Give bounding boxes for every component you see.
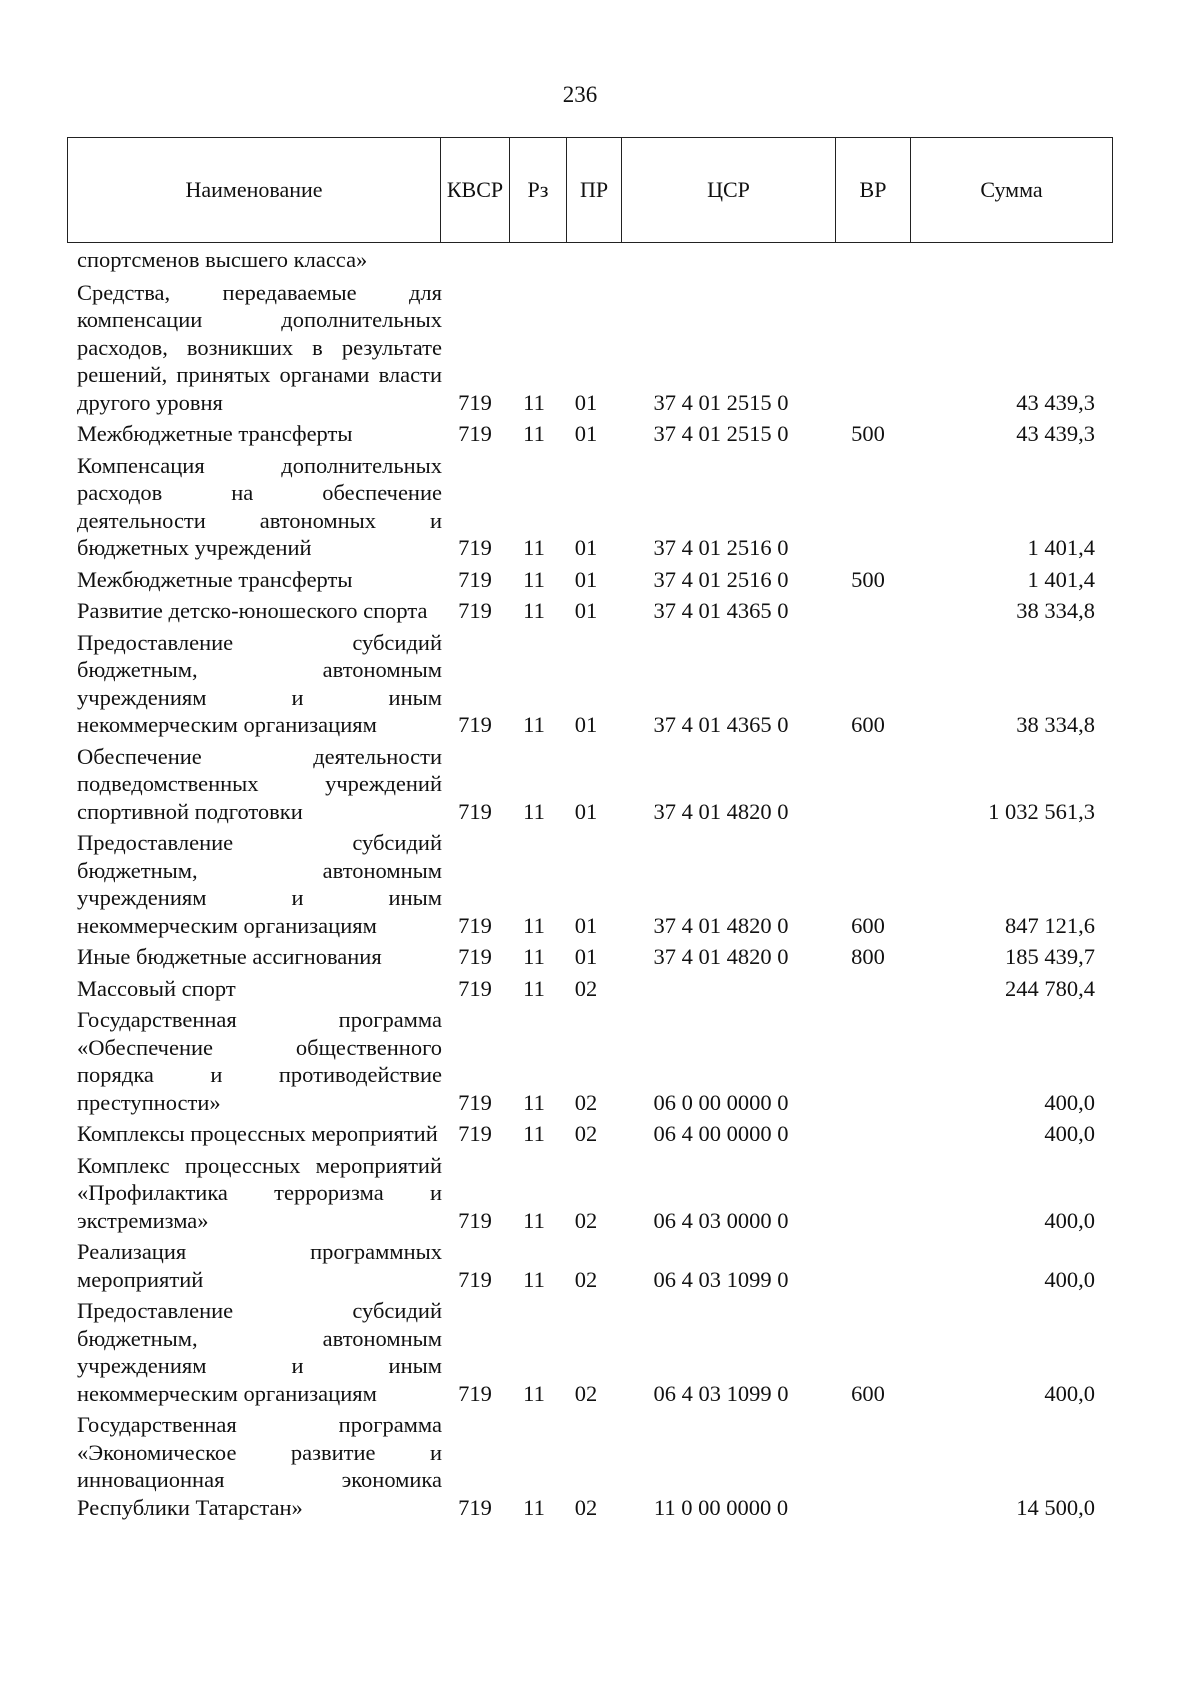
row-vr: 600 xyxy=(851,1380,885,1406)
table-row xyxy=(0,1238,1200,1293)
row-csr: 06 4 00 0000 0 xyxy=(653,1121,789,1146)
table-row xyxy=(0,246,1200,274)
row-rz: 11 xyxy=(523,535,545,560)
header-sum: Сумма xyxy=(910,138,1112,242)
row-sum: 38 334,8 xyxy=(1016,712,1095,737)
row-name: Предоставление субсидий бюджетным, автономным учреждениям и иным некоммерческим организациям xyxy=(77,1298,442,1406)
header-name: Наименование xyxy=(185,177,323,202)
row-pr: 02 xyxy=(574,1207,598,1233)
header-csr: ЦСР xyxy=(621,138,835,242)
row-sum: 244 780,4 xyxy=(1005,975,1095,1001)
row-kvsr: 719 xyxy=(458,421,492,446)
row-sum: 400,0 xyxy=(1044,1380,1095,1406)
table-row xyxy=(0,452,1200,562)
row-pr: 01 xyxy=(574,798,598,824)
row-pr: 02 xyxy=(574,1089,598,1115)
row-sum: 43 439,3 xyxy=(1016,389,1095,415)
row-csr: 06 0 00 0000 0 xyxy=(653,1089,789,1115)
row-name: Развитие детско-юношеского спорта xyxy=(77,598,428,623)
row-vr: 500 xyxy=(851,566,885,592)
row-pr: 02 xyxy=(574,1121,598,1146)
row-csr: 06 4 03 0000 0 xyxy=(653,1207,789,1233)
row-rz: 11 xyxy=(523,1380,545,1406)
row-pr: 02 xyxy=(574,1380,598,1406)
row-pr: 01 xyxy=(574,421,598,446)
row-kvsr: 719 xyxy=(458,975,492,1001)
row-kvsr: 719 xyxy=(458,712,492,737)
page-number: 236 xyxy=(562,82,598,107)
table-row xyxy=(0,943,1200,971)
header-vr: ВР xyxy=(835,138,910,242)
row-pr: 02 xyxy=(574,1266,598,1292)
table-body xyxy=(0,246,1200,1525)
row-csr: 06 4 03 1099 0 xyxy=(653,1266,789,1292)
row-sum: 400,0 xyxy=(1044,1121,1095,1146)
row-csr: 37 4 01 4365 0 xyxy=(653,598,789,623)
row-csr: 37 4 01 4820 0 xyxy=(653,912,789,938)
row-csr: 37 4 01 4365 0 xyxy=(653,712,789,737)
table-row xyxy=(0,566,1200,594)
row-kvsr: 719 xyxy=(458,912,492,938)
row-kvsr: 719 xyxy=(458,798,492,824)
row-pr: 02 xyxy=(574,975,598,1001)
row-kvsr: 719 xyxy=(458,944,492,969)
row-sum: 185 439,7 xyxy=(1005,944,1095,969)
header-kvsr: КВСР xyxy=(440,138,509,242)
row-pr: 01 xyxy=(574,712,598,737)
table-row xyxy=(0,279,1200,417)
row-rz: 11 xyxy=(523,944,545,969)
row-kvsr: 719 xyxy=(458,1380,492,1406)
row-pr: 01 xyxy=(574,389,598,415)
row-rz: 11 xyxy=(523,1494,545,1520)
table-row xyxy=(0,629,1200,739)
row-sum: 400,0 xyxy=(1044,1207,1095,1233)
row-name: Массовый спорт xyxy=(77,975,236,1001)
row-name: Государственная программа «Обеспечение общественного порядка и противодействие преступности» xyxy=(77,1007,442,1115)
table-row xyxy=(0,1120,1200,1148)
table-row xyxy=(0,829,1200,939)
row-rz: 11 xyxy=(523,421,545,446)
row-sum: 1 401,4 xyxy=(1027,535,1095,560)
row-name: Межбюджетные трансферты xyxy=(77,421,353,446)
row-kvsr: 719 xyxy=(458,1207,492,1233)
row-kvsr: 719 xyxy=(458,1089,492,1115)
row-kvsr: 719 xyxy=(458,1266,492,1292)
row-rz: 11 xyxy=(523,975,545,1001)
row-sum: 400,0 xyxy=(1044,1266,1095,1292)
row-rz: 11 xyxy=(523,1121,545,1146)
row-pr: 01 xyxy=(574,912,598,938)
row-sum: 847 121,6 xyxy=(1005,912,1095,938)
row-rz: 11 xyxy=(523,1207,545,1233)
row-name: Средства, передаваемые для компенсации дополнительных расходов, возникших в результате решений, принятых органами власти другого уровня xyxy=(77,279,442,415)
row-pr: 02 xyxy=(574,1494,598,1520)
row-rz: 11 xyxy=(523,798,545,824)
row-rz: 11 xyxy=(523,566,545,592)
table-row xyxy=(0,1297,1200,1407)
row-kvsr: 719 xyxy=(458,389,492,415)
row-csr: 37 4 01 2516 0 xyxy=(653,566,789,592)
row-vr: 800 xyxy=(851,944,885,969)
header-rz: Рз xyxy=(509,138,566,242)
row-name: Обеспечение деятельности подведомственных учреждений спортивной подготовки xyxy=(77,743,442,824)
row-rz: 11 xyxy=(523,712,545,737)
table-row xyxy=(0,420,1200,448)
header-pr: ПР xyxy=(566,138,621,242)
row-pr: 01 xyxy=(574,598,598,623)
row-sum: 14 500,0 xyxy=(1016,1494,1095,1520)
table-row xyxy=(0,1152,1200,1235)
row-csr: 06 4 03 1099 0 xyxy=(653,1380,789,1406)
row-csr: 37 4 01 4820 0 xyxy=(653,944,789,969)
row-csr: 37 4 01 4820 0 xyxy=(653,798,789,824)
row-rz: 11 xyxy=(523,598,545,623)
row-rz: 11 xyxy=(523,389,545,415)
row-pr: 01 xyxy=(574,944,598,969)
row-name: Государственная программа «Экономическое развитие и инновационная экономика Республики Татарстан» xyxy=(77,1412,442,1520)
row-name: Комплексы процессных мероприятий xyxy=(77,1121,438,1146)
row-name: Предоставление субсидий бюджетным, автономным учреждениям и иным некоммерческим организациям xyxy=(77,629,442,737)
row-name: Компенсация дополнительных расходов на обеспечение деятельности автономных и бюджетных учреждений xyxy=(77,452,442,560)
row-csr: 11 0 00 0000 0 xyxy=(653,1494,789,1520)
row-kvsr: 719 xyxy=(458,1494,492,1520)
row-rz: 11 xyxy=(523,1266,545,1292)
table-row xyxy=(0,1411,1200,1521)
row-vr: 600 xyxy=(851,712,885,737)
table-row xyxy=(0,743,1200,826)
row-kvsr: 719 xyxy=(458,598,492,623)
row-sum: 1 401,4 xyxy=(1027,566,1095,592)
row-vr: 500 xyxy=(851,421,885,446)
row-name: спортсменов высшего класса» xyxy=(77,247,368,272)
row-name: Предоставление субсидий бюджетным, автономным учреждениям и иным некоммерческим организациям xyxy=(77,830,442,938)
table-row xyxy=(0,975,1200,1003)
row-kvsr: 719 xyxy=(458,566,492,592)
row-vr: 600 xyxy=(851,912,885,938)
row-name: Иные бюджетные ассигнования xyxy=(77,944,382,969)
table-header xyxy=(67,137,1113,243)
row-name: Комплекс процессных мероприятий «Профилактика терроризма и экстремизма» xyxy=(77,1152,442,1233)
row-rz: 11 xyxy=(523,912,545,938)
row-sum: 43 439,3 xyxy=(1016,421,1095,446)
row-sum: 1 032 561,3 xyxy=(988,798,1095,824)
table-row xyxy=(0,1006,1200,1116)
row-csr: 37 4 01 2515 0 xyxy=(653,389,789,415)
row-name: Межбюджетные трансферты xyxy=(77,566,353,592)
table-row xyxy=(0,597,1200,625)
row-name: Реализация программных мероприятий xyxy=(77,1239,442,1292)
row-sum: 38 334,8 xyxy=(1016,598,1095,623)
row-pr: 01 xyxy=(574,535,598,560)
row-rz: 11 xyxy=(523,1089,545,1115)
row-pr: 01 xyxy=(574,566,598,592)
row-csr: 37 4 01 2515 0 xyxy=(653,421,789,446)
row-sum: 400,0 xyxy=(1044,1089,1095,1115)
row-kvsr: 719 xyxy=(458,535,492,560)
row-csr: 37 4 01 2516 0 xyxy=(653,535,789,560)
row-kvsr: 719 xyxy=(458,1121,492,1146)
